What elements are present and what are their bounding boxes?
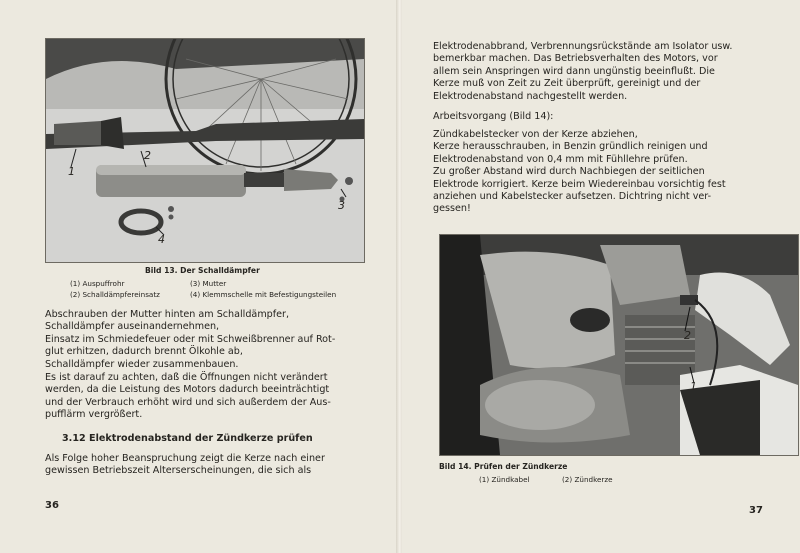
text-line: gessen! — [433, 203, 471, 215]
left-paragraph-3 — [45, 453, 360, 478]
figure-14-legend-2: (2) Zündkerze — [562, 475, 613, 484]
figure-14-title: Bild 14. Prüfen der Zündkerze — [439, 462, 568, 471]
text-line: Es ist darauf zu achten, daß die Öffnungen nicht verändert — [45, 372, 328, 383]
text-line: Elektrodenabbrand, Verbrennungsrückstände am Isolator usw. — [433, 41, 733, 52]
callout-1: 1 — [690, 380, 697, 393]
text-line: Elektrode korrigiert. Kerze beim Wiedereinbau vorsichtig fest — [433, 178, 726, 190]
figure-13-legend-2: (2) Schalldämpfereinsatz — [70, 290, 160, 299]
spark-plug-illustration — [440, 235, 798, 455]
text-line: Kerze herausschrauben, in Benzin gründlich reinigen und — [433, 141, 708, 153]
text-line: Zündkabelstecker von der Kerze abziehen, — [433, 129, 638, 140]
text-line: Kerze muß von Zeit zu Zeit überprüft, gereinigt und der — [433, 78, 701, 90]
figure-14-photo — [439, 234, 799, 456]
figure-14-legend-1: (1) Zündkabel — [479, 475, 530, 484]
left-paragraph-2 — [45, 372, 360, 422]
left-paragraph-1 — [45, 309, 360, 371]
figure-13-title: Bild 13. Der Schalldämpfer — [145, 266, 260, 275]
page-number-right: 37 — [749, 505, 763, 516]
figure-13-legend-1: (1) Auspuffrohr — [70, 279, 125, 288]
text-line: Schalldämpfer wieder zusammenbauen. — [45, 358, 239, 370]
callout-2: 2 — [684, 329, 691, 342]
text-line: Arbeitsvorgang (Bild 14): — [433, 111, 554, 122]
text-line: anziehen und Kabelstecker aufsetzen. Dichtring nicht ver- — [433, 191, 712, 203]
text-line: gewissen Betriebszeit Alterserscheinungen, die sich als — [45, 465, 312, 477]
figure-13-photo — [45, 38, 365, 263]
text-line: bemerkbar machen. Das Betriebsverhalten des Motors, vor — [433, 53, 718, 65]
text-line: und der Verbrauch erhöht wird und sich außerdem der Aus- — [45, 396, 331, 408]
text-line: Abschrauben der Mutter hinten am Schalldämpfer, — [45, 309, 290, 320]
right-paragraph-1 — [433, 41, 763, 103]
text-line: Als Folge hoher Beanspruchung zeigt die Kerze nach einer — [45, 453, 325, 464]
figure-13-legend-3: (3) Mutter — [190, 279, 227, 288]
muffler-illustration — [46, 39, 364, 262]
callout-2: 2 — [144, 149, 151, 162]
left-page — [0, 0, 398, 553]
procedure-title — [433, 111, 763, 123]
text-line: allem sein Anspringen wird dann ungünstig beeinflußt. Die — [433, 65, 715, 77]
text-line: pufflärm vergrößert. — [45, 409, 143, 421]
right-page — [402, 0, 800, 553]
text-line: Elektrodenabstand von 0,4 mm mit Fühllehre prüfen. — [433, 153, 688, 165]
page-number-left: 36 — [45, 500, 59, 511]
text-line: Zu großer Abstand wird durch Nachbiegen der seitlichen — [433, 166, 705, 178]
figure-13-legend-4: (4) Klemmschelle mit Befestigungsteilen — [190, 290, 337, 299]
section-heading-3-12: 3.12 Elektrodenabstand der Zündkerze prüfen — [62, 433, 313, 444]
text-line: werden, da die Leistung des Motors dadurch beeinträchtigt — [45, 384, 330, 396]
text-line: Einsatz im Schmiedefeuer oder mit Schweißbrenner auf Rot- — [45, 333, 336, 345]
callout-4: 4 — [158, 233, 165, 246]
procedure-steps — [433, 129, 763, 216]
text-line: Elektrodenabstand nachgestellt werden. — [433, 90, 628, 102]
callout-1: 1 — [68, 165, 75, 178]
text-line: Schalldämpfer auseinandernehmen, — [45, 321, 220, 333]
text-line: glut erhitzen, dadurch brennt Ölkohle ab, — [45, 346, 243, 358]
callout-3: 3 — [338, 199, 345, 212]
